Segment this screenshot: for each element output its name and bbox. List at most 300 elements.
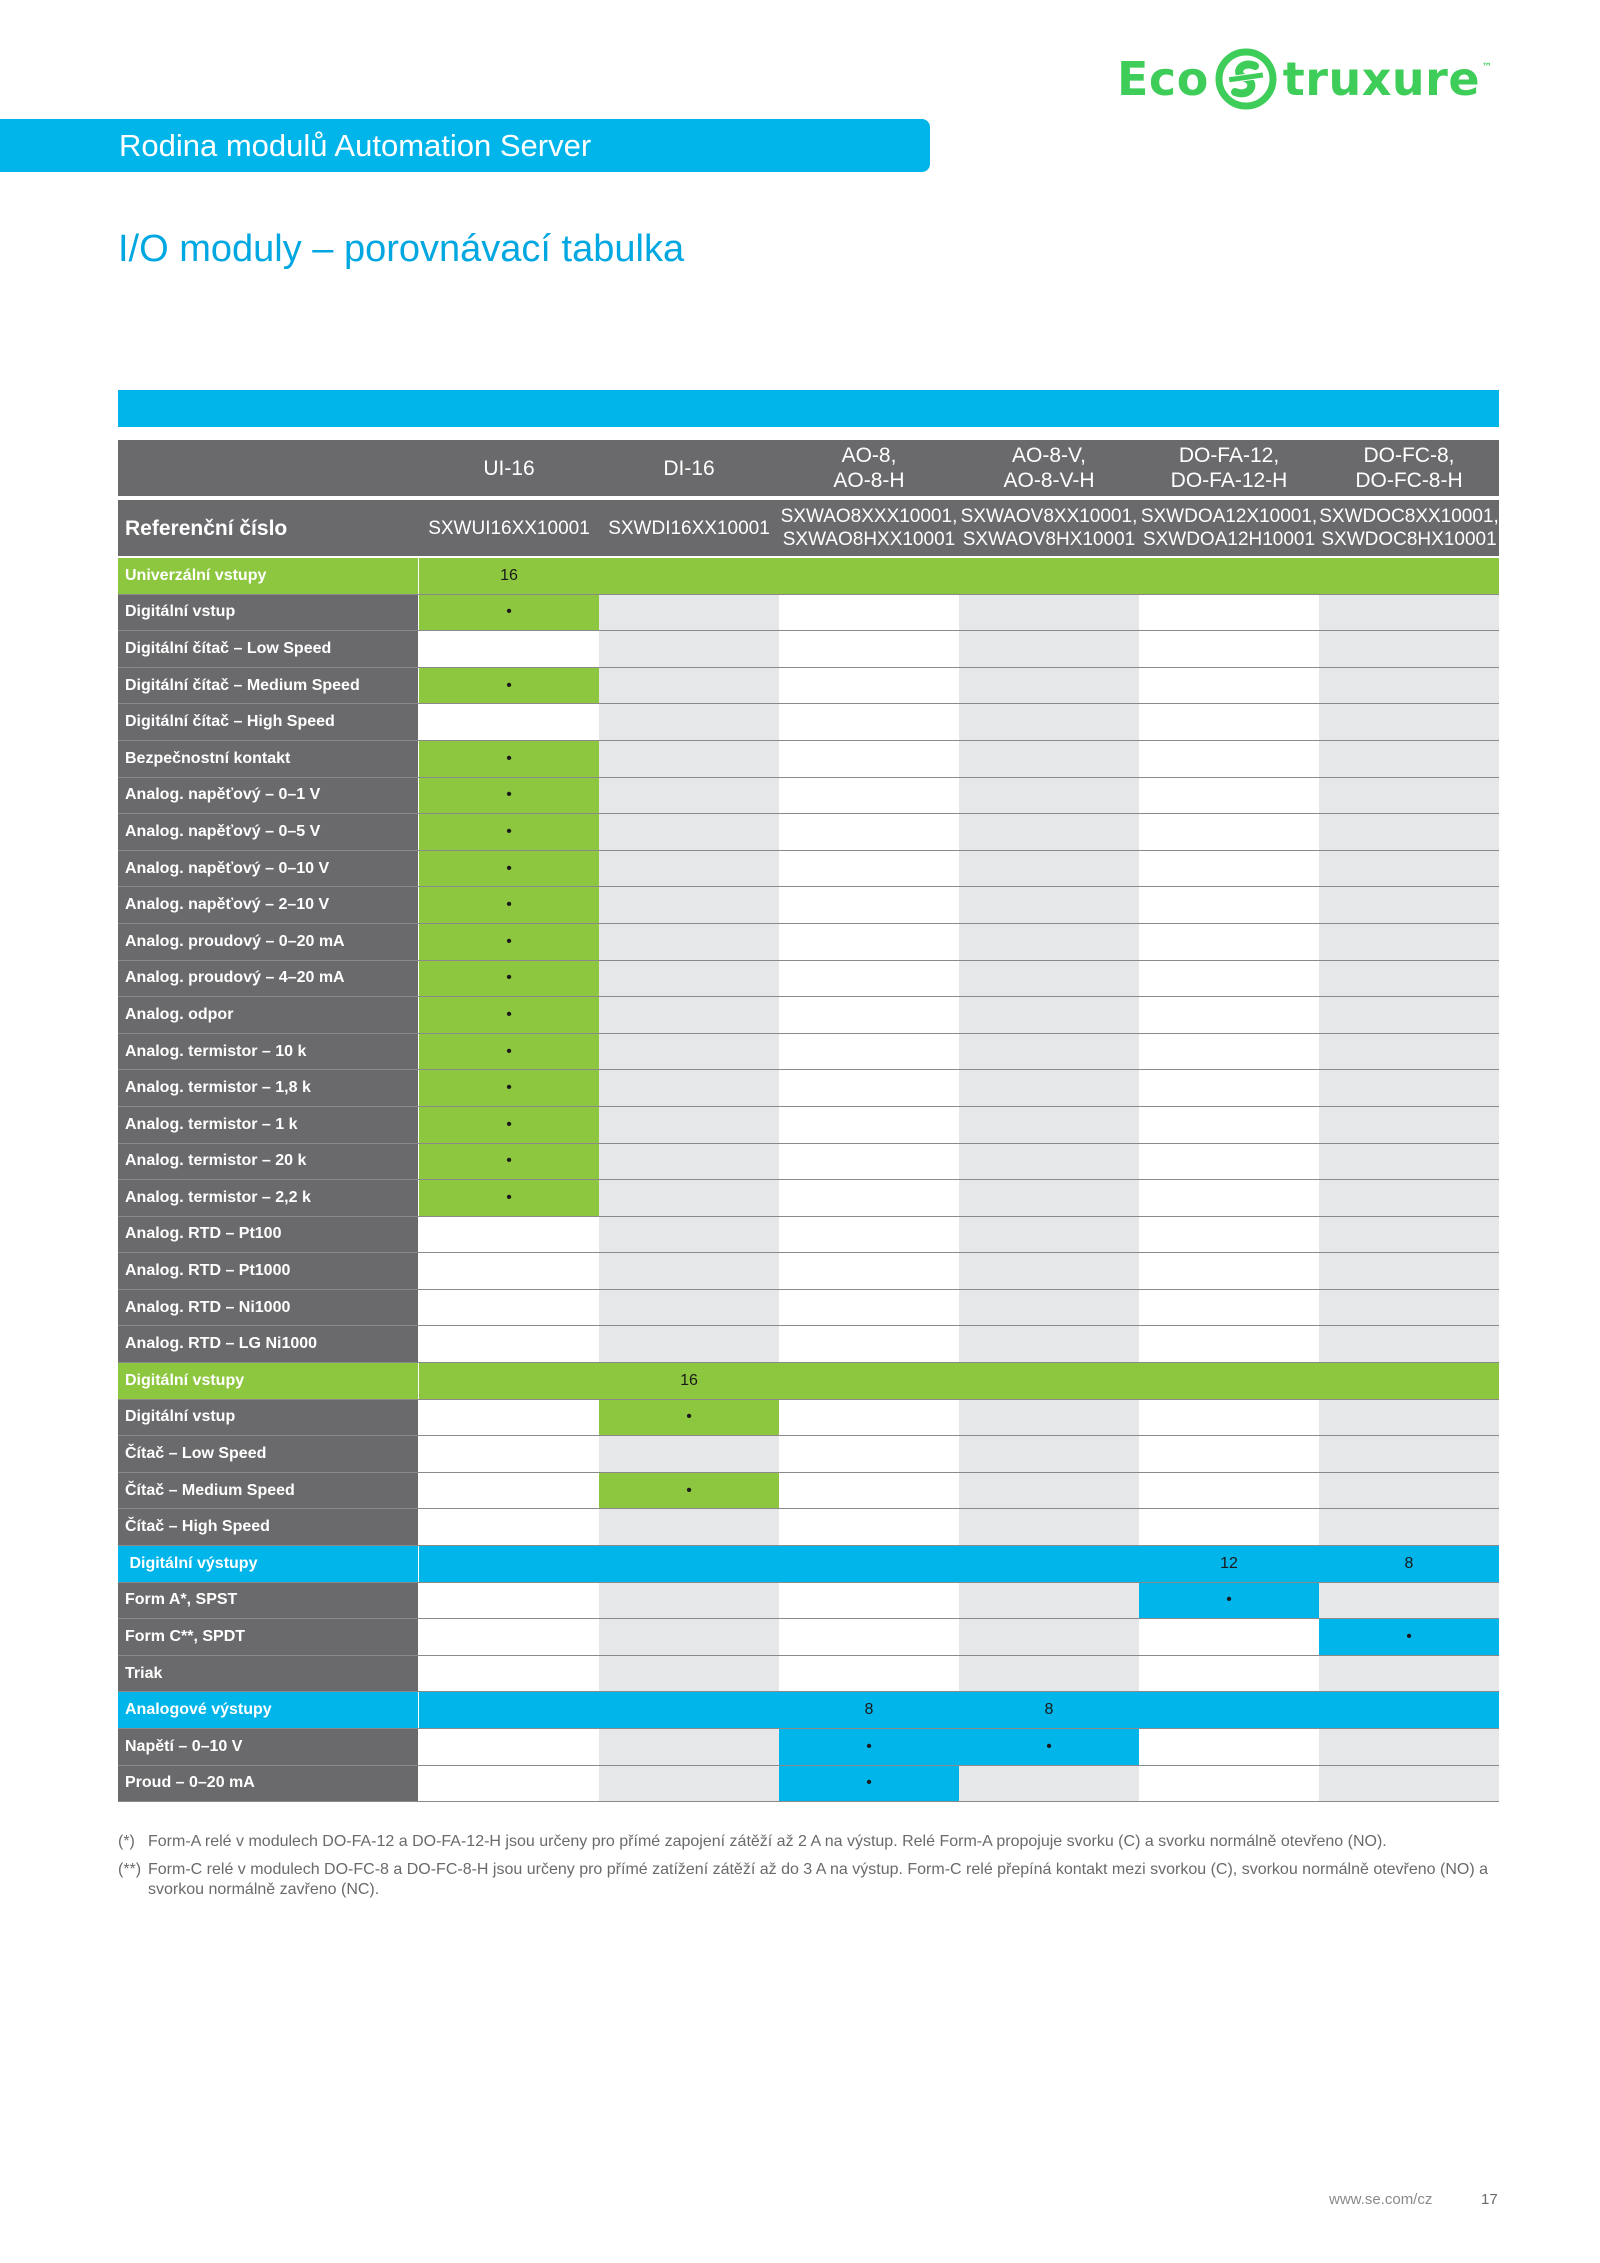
row-label: Analog. napěťový – 0–5 V — [118, 814, 419, 850]
table-cell: • — [419, 961, 599, 997]
table-cell — [599, 741, 779, 777]
table-cell — [1319, 887, 1499, 923]
table-cell — [959, 595, 1139, 631]
table-cell — [419, 704, 599, 740]
table-cell — [599, 1509, 779, 1545]
table-cell — [959, 1766, 1139, 1802]
row-label: Form C**, SPDT — [118, 1619, 419, 1655]
table-cell — [419, 1400, 599, 1436]
table-cell — [599, 851, 779, 887]
table-cell — [419, 1363, 599, 1399]
table-cell — [779, 1546, 959, 1582]
table-cell — [1319, 1070, 1499, 1106]
table-cell — [1319, 1509, 1499, 1545]
table-cell — [1319, 1766, 1499, 1802]
table-cell — [1319, 1253, 1499, 1289]
table-cell — [419, 1326, 599, 1362]
table-cell: • — [779, 1766, 959, 1802]
reference-label: Referenční číslo — [125, 516, 288, 540]
table-cell — [779, 924, 959, 960]
footnote-text: Form-A relé v modulech DO-FA-12 a DO-FA-12-H jsou určeny pro přímé zapojení zátěží až 2 A na výstup. Relé Form-A propojuje svorku (C) a svorku normálně otevřeno (NO). — [148, 1833, 1387, 1850]
table-cell: • — [419, 741, 599, 777]
table-cell — [599, 558, 779, 594]
table-row — [118, 924, 1499, 961]
table-cell — [1319, 631, 1499, 667]
table-cell — [779, 1509, 959, 1545]
table-cell — [1139, 1766, 1319, 1802]
table-row — [118, 851, 1499, 888]
table-cell — [1319, 595, 1499, 631]
table-cell — [599, 1217, 779, 1253]
reference-number: SXWDI16XX10001 — [608, 517, 770, 539]
footnotes — [118, 1832, 1503, 1908]
table-cell — [779, 704, 959, 740]
table-cell — [1139, 1619, 1319, 1655]
reference-number: SXWDOC8XX10001, SXWDOC8HX10001 — [1319, 506, 1499, 550]
banner-title: Rodina modulů Automation Server — [119, 128, 592, 163]
table-row — [118, 1326, 1499, 1363]
table-cell — [1319, 1034, 1499, 1070]
table-row — [118, 1619, 1499, 1656]
table-cell — [779, 1363, 959, 1399]
row-label: Čítač – Medium Speed — [118, 1473, 419, 1509]
table-row — [118, 1583, 1499, 1620]
table-cell — [779, 851, 959, 887]
row-label: Form A*, SPST — [118, 1583, 419, 1619]
row-label: Analog. napěťový – 0–10 V — [118, 851, 419, 887]
table-cell — [599, 924, 779, 960]
table-cell — [959, 1619, 1139, 1655]
table-cell — [1319, 558, 1499, 594]
table-cell — [779, 595, 959, 631]
logo-text-eco: Eco — [1117, 52, 1209, 106]
table-cell — [959, 1034, 1139, 1070]
table-cell — [1139, 704, 1319, 740]
table-cell — [1139, 851, 1319, 887]
table-cell: 16 — [680, 1371, 698, 1389]
table-top-bar — [118, 390, 1499, 427]
table-cell — [599, 704, 779, 740]
row-label: Digitální vstup — [118, 595, 419, 631]
table-cell — [779, 1107, 959, 1143]
table-cell — [1319, 704, 1499, 740]
table-cell — [1319, 1180, 1499, 1216]
row-label: Analog. termistor – 2,2 k — [118, 1180, 419, 1216]
ecostruxure-logo — [1117, 44, 1493, 114]
table-cell — [599, 1583, 779, 1619]
table-cell — [1139, 595, 1319, 631]
table-cell — [959, 1217, 1139, 1253]
table-row — [118, 1070, 1499, 1107]
section-row — [118, 1546, 1499, 1583]
table-cell — [779, 1034, 959, 1070]
row-label: Analog. napěťový – 0–1 V — [118, 778, 419, 814]
table-cell — [599, 1692, 779, 1728]
row-label: Analog. RTD – LG Ni1000 — [118, 1326, 419, 1362]
table-cell — [419, 1656, 599, 1692]
table-cell — [1139, 1070, 1319, 1106]
table-row — [118, 1217, 1499, 1254]
table-cell: 8 — [1404, 1554, 1414, 1572]
table-cell: • — [1319, 1619, 1499, 1655]
table-cell: • — [419, 887, 599, 923]
table-cell — [599, 1107, 779, 1143]
table-cell — [779, 1400, 959, 1436]
table-cell — [1139, 1217, 1319, 1253]
table-cell: • — [419, 1107, 599, 1143]
table-cell — [779, 1326, 959, 1362]
footer-url: www.se.com/cz — [1329, 2191, 1433, 2208]
table-cell — [959, 1363, 1139, 1399]
table-cell — [599, 1180, 779, 1216]
row-label: Čítač – Low Speed — [118, 1436, 419, 1472]
row-label: Analog. RTD – Pt1000 — [118, 1253, 419, 1289]
table-cell — [599, 1729, 779, 1765]
table-cell — [959, 1583, 1139, 1619]
table-cell — [599, 1326, 779, 1362]
reference-number: SXWAO8XXX10001, SXWAO8HXX10001 — [780, 506, 958, 550]
table-cell — [1139, 887, 1319, 923]
table-cell — [1319, 1692, 1499, 1728]
table-cell — [779, 1144, 959, 1180]
row-label: Digitální čítač – Medium Speed — [118, 668, 419, 704]
table-header-references — [118, 500, 1499, 558]
table-cell — [779, 778, 959, 814]
table-cell — [419, 1436, 599, 1472]
table-cell — [419, 1729, 599, 1765]
table-cell — [419, 1290, 599, 1326]
table-cell — [1319, 1729, 1499, 1765]
table-cell: • — [419, 668, 599, 704]
table-cell — [599, 1619, 779, 1655]
table-row — [118, 741, 1499, 778]
section-row — [118, 558, 1499, 595]
table-cell — [1319, 778, 1499, 814]
table-cell — [959, 814, 1139, 850]
table-cell: 16 — [500, 566, 518, 584]
table-cell — [1319, 851, 1499, 887]
table-cell — [1319, 1326, 1499, 1362]
table-row — [118, 814, 1499, 851]
table-cell: • — [599, 1400, 779, 1436]
row-label: Bezpečnostní kontakt — [118, 741, 419, 777]
table-row — [118, 1290, 1499, 1327]
column-header: DI-16 — [663, 456, 715, 480]
header-empty-cell — [118, 440, 419, 496]
table-cell — [779, 997, 959, 1033]
table-cell: • — [419, 924, 599, 960]
table-cell — [779, 668, 959, 704]
row-label: Analog. termistor – 1,8 k — [118, 1070, 419, 1106]
table-cell — [419, 1766, 599, 1802]
table-cell — [599, 1034, 779, 1070]
table-cell — [1139, 1326, 1319, 1362]
table-cell — [779, 814, 959, 850]
table-row — [118, 1107, 1499, 1144]
table-cell — [959, 851, 1139, 887]
table-row — [118, 1400, 1499, 1437]
table-cell — [1139, 997, 1319, 1033]
table-cell — [419, 1217, 599, 1253]
table-cell — [1319, 1436, 1499, 1472]
row-label: Analog. odpor — [118, 997, 419, 1033]
table-cell — [1139, 1290, 1319, 1326]
table-cell — [959, 1400, 1139, 1436]
row-label: Analog. proudový – 4–20 mA — [118, 961, 419, 997]
column-header: DO-FC-8, DO-FC-8-H — [1355, 444, 1463, 492]
table-cell — [1319, 1363, 1499, 1399]
table-row — [118, 1034, 1499, 1071]
table-cell — [959, 668, 1139, 704]
table-cell — [599, 997, 779, 1033]
table-cell: • — [419, 1180, 599, 1216]
table-cell — [599, 1436, 779, 1472]
table-cell — [1139, 1692, 1319, 1728]
table-cell — [419, 1546, 599, 1582]
table-cell: • — [419, 1034, 599, 1070]
table-cell — [1319, 668, 1499, 704]
row-label: Triak — [118, 1656, 419, 1692]
table-cell — [1139, 1473, 1319, 1509]
table-cell: 12 — [1220, 1554, 1238, 1572]
table-cell — [959, 1326, 1139, 1362]
table-cell — [1139, 1253, 1319, 1289]
table-cell — [959, 1144, 1139, 1180]
table-cell — [419, 1473, 599, 1509]
table-cell — [419, 1583, 599, 1619]
table-row — [118, 704, 1499, 741]
table-row — [118, 1436, 1499, 1473]
row-label: Napětí – 0–10 V — [118, 1729, 419, 1765]
table-cell — [1139, 1363, 1319, 1399]
table-cell — [1139, 924, 1319, 960]
table-cell — [1139, 741, 1319, 777]
table-cell — [599, 595, 779, 631]
table-cell: • — [419, 997, 599, 1033]
table-cell — [1139, 558, 1319, 594]
table-cell — [959, 961, 1139, 997]
table-cell — [959, 558, 1139, 594]
table-cell — [779, 558, 959, 594]
table-cell — [599, 1766, 779, 1802]
row-label: Analog. termistor – 20 k — [118, 1144, 419, 1180]
table-row — [118, 1180, 1499, 1217]
table-cell: 8 — [864, 1701, 874, 1719]
table-row — [118, 1766, 1499, 1803]
table-cell — [599, 1546, 779, 1582]
page-title: I/O moduly – porovnávací tabulka — [118, 228, 685, 270]
comparison-table — [118, 440, 1499, 1802]
table-cell — [959, 1290, 1139, 1326]
column-header: AO-8, AO-8-H — [833, 444, 905, 492]
table-cell — [1319, 1583, 1499, 1619]
table-cell — [1319, 997, 1499, 1033]
table-cell — [1139, 1180, 1319, 1216]
table-cell — [1139, 1729, 1319, 1765]
table-cell — [1139, 814, 1319, 850]
table-cell — [779, 887, 959, 923]
table-row — [118, 668, 1499, 705]
table-cell — [1139, 961, 1319, 997]
table-row — [118, 997, 1499, 1034]
table-cell — [599, 631, 779, 667]
table-cell — [959, 1070, 1139, 1106]
reference-number: SXWDOA12X10001, SXWDOA12H10001 — [1140, 506, 1318, 550]
row-label: Čítač – High Speed — [118, 1509, 419, 1545]
table-cell — [779, 1656, 959, 1692]
table-cell — [959, 1509, 1139, 1545]
table-cell — [1319, 741, 1499, 777]
table-cell: 8 — [1044, 1701, 1054, 1719]
table-body — [118, 558, 1499, 1802]
column-header: UI-16 — [483, 456, 535, 480]
table-row — [118, 1656, 1499, 1693]
table-cell — [779, 741, 959, 777]
table-cell: • — [779, 1729, 959, 1765]
table-cell — [1319, 1144, 1499, 1180]
table-cell — [599, 887, 779, 923]
table-cell — [959, 1107, 1139, 1143]
table-row — [118, 1473, 1499, 1510]
table-cell — [959, 631, 1139, 667]
table-cell — [959, 1253, 1139, 1289]
table-cell — [779, 1217, 959, 1253]
table-cell — [959, 924, 1139, 960]
footnote-marker: (**) — [118, 1861, 142, 1878]
table-row — [118, 1509, 1499, 1546]
table-cell — [419, 631, 599, 667]
table-cell — [419, 1509, 599, 1545]
table-cell — [599, 1253, 779, 1289]
table-cell — [959, 1473, 1139, 1509]
table-row — [118, 961, 1499, 998]
table-cell — [1139, 668, 1319, 704]
row-label: Analog. RTD – Pt100 — [118, 1217, 419, 1253]
table-cell — [779, 1473, 959, 1509]
table-cell — [959, 704, 1139, 740]
row-label: Analog. proudový – 0–20 mA — [118, 924, 419, 960]
reference-number: SXWAOV8XX10001, SXWAOV8HX10001 — [960, 506, 1138, 550]
table-cell — [1319, 814, 1499, 850]
table-row — [118, 631, 1499, 668]
row-label: Analog. termistor – 10 k — [118, 1034, 419, 1070]
logo-text-truxure: truxure — [1282, 52, 1481, 106]
table-cell — [1319, 1656, 1499, 1692]
table-cell — [599, 1656, 779, 1692]
logo-trademark: ™ — [1482, 62, 1493, 73]
column-header: DO-FA-12, DO-FA-12-H — [1170, 444, 1288, 492]
table-cell — [1139, 631, 1319, 667]
table-cell — [959, 1436, 1139, 1472]
table-cell — [779, 1290, 959, 1326]
table-cell — [1319, 1290, 1499, 1326]
table-cell: • — [419, 1070, 599, 1106]
row-label: Digitální čítač – Low Speed — [118, 631, 419, 667]
table-cell — [419, 1692, 599, 1728]
row-label: Analogové výstupy — [118, 1692, 419, 1728]
table-cell — [779, 1619, 959, 1655]
table-cell — [779, 631, 959, 667]
table-cell — [959, 997, 1139, 1033]
table-cell: • — [419, 851, 599, 887]
table-cell — [1139, 1509, 1319, 1545]
table-cell — [779, 1436, 959, 1472]
footnote — [118, 1860, 1503, 1900]
table-cell — [599, 1070, 779, 1106]
table-cell — [1139, 1144, 1319, 1180]
table-cell — [959, 741, 1139, 777]
table-cell — [599, 1290, 779, 1326]
table-cell — [1319, 961, 1499, 997]
table-cell — [419, 1619, 599, 1655]
table-cell — [959, 1546, 1139, 1582]
row-label: Analog. termistor – 1 k — [118, 1107, 419, 1143]
table-cell — [599, 961, 779, 997]
table-cell — [779, 1180, 959, 1216]
table-cell — [959, 1180, 1139, 1216]
table-cell — [1139, 1034, 1319, 1070]
table-cell — [599, 778, 779, 814]
table-cell — [1319, 1400, 1499, 1436]
row-label: Digitální vstupy — [118, 1363, 419, 1399]
table-cell — [1139, 1400, 1319, 1436]
table-row — [118, 1253, 1499, 1290]
table-row — [118, 595, 1499, 632]
footnote-marker: (*) — [118, 1833, 135, 1850]
table-row — [118, 778, 1499, 815]
table-cell: • — [419, 778, 599, 814]
table-cell — [779, 961, 959, 997]
table-cell: • — [959, 1729, 1139, 1765]
table-cell — [1319, 1473, 1499, 1509]
table-row — [118, 1729, 1499, 1766]
table-cell — [959, 1656, 1139, 1692]
table-cell: • — [419, 595, 599, 631]
row-label: Proud – 0–20 mA — [118, 1766, 419, 1802]
table-cell — [1139, 1436, 1319, 1472]
table-cell: • — [419, 1144, 599, 1180]
table-cell — [419, 1253, 599, 1289]
header-banner — [0, 119, 930, 172]
table-cell — [779, 1070, 959, 1106]
table-cell — [599, 814, 779, 850]
row-label: Analog. napěťový – 2–10 V — [118, 887, 419, 923]
table-cell — [779, 1253, 959, 1289]
logo-s-mark-icon — [1211, 48, 1281, 110]
row-label: Digitální výstupy — [118, 1546, 419, 1582]
table-cell — [959, 778, 1139, 814]
page-number: 17 — [1481, 2191, 1498, 2208]
table-cell — [779, 1583, 959, 1619]
row-label: Digitální vstup — [118, 1400, 419, 1436]
row-label: Analog. RTD – Ni1000 — [118, 1290, 419, 1326]
footnote — [118, 1832, 1503, 1852]
footnote-text: Form-C relé v modulech DO-FC-8 a DO-FC-8-H jsou určeny pro přímé zatížení zátěží až do 3 A na výstup. Form-C relé přepíná kontakt mezi svorkou (C), svorkou normálně otevřeno (NO) a svorkou normálně zavřeno (NC). — [148, 1861, 1489, 1898]
table-row — [118, 887, 1499, 924]
table-cell — [1319, 924, 1499, 960]
table-header-models — [118, 440, 1499, 500]
section-row — [118, 1363, 1499, 1400]
section-row — [118, 1692, 1499, 1729]
table-cell — [1319, 1217, 1499, 1253]
table-row — [118, 1144, 1499, 1181]
table-cell — [1139, 1656, 1319, 1692]
row-label: Univerzální vstupy — [118, 558, 419, 594]
table-cell — [1139, 1107, 1319, 1143]
table-cell — [959, 887, 1139, 923]
reference-number: SXWUI16XX10001 — [428, 517, 590, 539]
column-header: AO-8-V, AO-8-V-H — [1003, 444, 1095, 492]
